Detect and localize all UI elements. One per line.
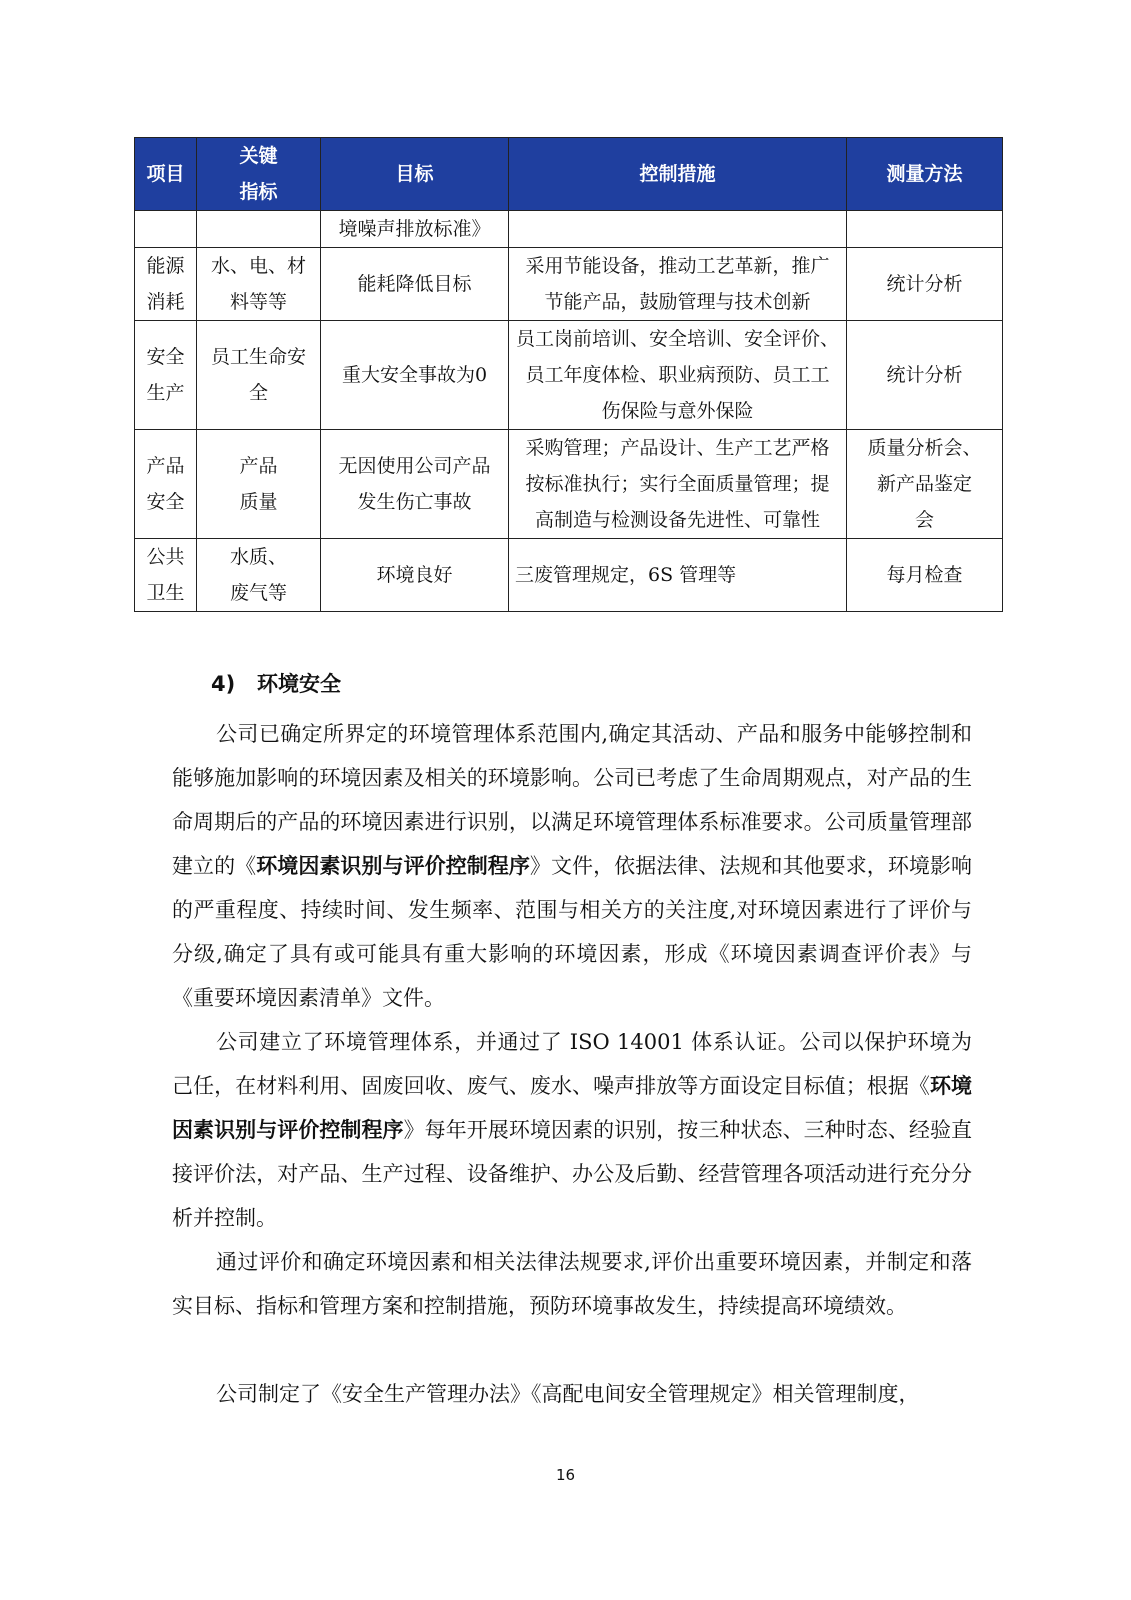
table-cell: 能耗降低目标: [321, 248, 509, 321]
table-cell: 公共 卫生: [135, 539, 197, 612]
table-cell: 水质、 废气等: [197, 539, 321, 612]
section-number: 4): [211, 672, 236, 696]
paragraph-2: [172, 1020, 972, 1240]
table-header-row: [135, 138, 1003, 211]
header-project: 项目: [135, 138, 197, 211]
table-cell: 统计分析: [847, 321, 1003, 430]
table-cell: [847, 211, 1003, 248]
table-cell: 安全 生产: [135, 321, 197, 430]
paragraph-1: [172, 712, 972, 1020]
table-cell: 环境良好: [321, 539, 509, 612]
table-cell: 三废管理规定，6S 管理等: [509, 539, 847, 612]
paragraph-text: 》文件，依据法律、法规和其他要求，环境影响的严重程度、持续时间、发生频率、范围与相关方的关注度,对环境因素进行了评价与分级,确定了具有或可能具有重大影响的环境因素，形成《环境因素调查评价表》与《重要环境因素清单》文件。: [172, 854, 973, 1010]
table-cell: 质量分析会、 新产品鉴定 会: [847, 430, 1003, 539]
table-cell: [197, 211, 321, 248]
table-cell: 每月检查: [847, 539, 1003, 612]
section-heading: [211, 668, 341, 698]
table-cell: 员工岗前培训、安全培训、安全评价、 员工年度体检、职业病预防、员工工 伤保险与意外保险: [509, 321, 847, 430]
table-cell: [135, 211, 197, 248]
table-cell: 能源 消耗: [135, 248, 197, 321]
header-control-measures: 控制措施: [509, 138, 847, 211]
table-cell: 采购管理；产品设计、生产工艺严格 按标准执行；实行全面质量管理；提 高制造与检测设备先进性、可靠性: [509, 430, 847, 539]
table-cell: 重大安全事故为0: [321, 321, 509, 430]
table-row: [135, 430, 1003, 539]
header-measurement-method: 测量方法: [847, 138, 1003, 211]
table-cell: 采用节能设备，推动工艺革新，推广 节能产品，鼓励管理与技术创新: [509, 248, 847, 321]
table-cell: 无因使用公司产品 发生伤亡事故: [321, 430, 509, 539]
table-cell: 产品 安全: [135, 430, 197, 539]
table-cell: [509, 211, 847, 248]
paragraph-text: 公司建立了环境管理体系，并通过了 ISO 14001 体系认证。公司以保护环境为己任，在材料利用、固废回收、废气、废水、噪声排放等方面设定目标值；根据《: [172, 1030, 972, 1098]
procedure-name: 环境因素识别与评价控制程序: [256, 854, 530, 878]
page-number: 16: [555, 1466, 576, 1484]
paragraph-text: 》每年开展环境因素的识别，按三种状态、三种时态、经验直接评价法，对产品、生产过程、设备维护、办公及后勤、经营管理各项活动进行充分分析并控制。: [172, 1118, 972, 1230]
table-row: [135, 321, 1003, 430]
table-cell: 水、电、材 料等等: [197, 248, 321, 321]
environment-targets-table: [134, 137, 1003, 612]
header-target: 目标: [321, 138, 509, 211]
paragraph-4: 公司制定了《安全生产管理办法》《高配电间安全管理规定》相关管理制度，: [216, 1382, 920, 1406]
table-cell: 统计分析: [847, 248, 1003, 321]
paragraph-text: 公司已确定所界定的环境管理体系范围内,确定其活动、产品和服务中能够控制和能够施加影响的环境因素及相关的环境影响。公司已考虑了生命周期观点，对产品的生命周期后的产品的环境因素进行识别，以满足环境管理体系标准要求。公司质量管理部建立的《: [172, 722, 972, 878]
table-cell: 境噪声排放标准》: [321, 211, 509, 248]
table-cell: 产品 质量: [197, 430, 321, 539]
table-row: [135, 248, 1003, 321]
table-row: [135, 539, 1003, 612]
header-key-indicator: 关键 指标: [197, 138, 321, 211]
table-cell: 员工生命安 全: [197, 321, 321, 430]
procedure-name: 环境因素识别与评价控制程序: [172, 1074, 973, 1142]
section-title: 环境安全: [257, 672, 341, 696]
paragraph-3: 通过评价和确定环境因素和相关法律法规要求,评价出重要环境因素，并制定和落实目标、指标和管理方案和控制措施，预防环境事故发生，持续提高环境绩效。: [172, 1250, 972, 1318]
table-row: [135, 211, 1003, 248]
